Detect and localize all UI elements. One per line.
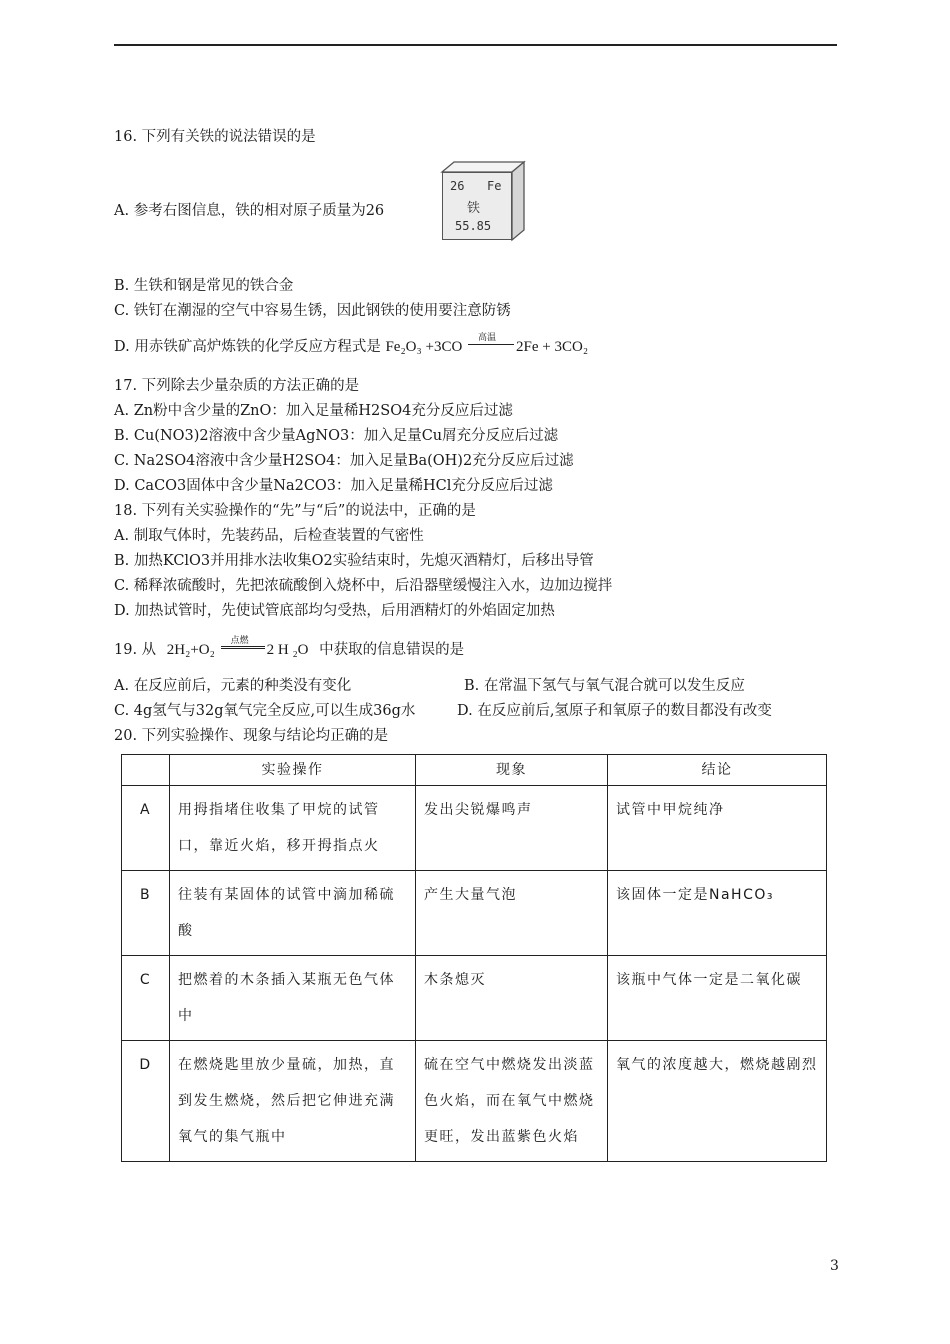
q19-stem-prefix: 19. 从: [114, 642, 157, 658]
q16-option-c: C. 铁钉在潮湿的空气中容易生锈，因此钢铁的使用要注意防锈: [114, 303, 511, 319]
row-label: A: [122, 786, 170, 871]
tile-atomic-mass: 55.85: [455, 219, 492, 233]
q19-stem-line: [114, 635, 465, 660]
q19-stem-suffix: 中获取的信息错误的是: [319, 642, 465, 658]
tile-element-name: 铁: [467, 201, 481, 216]
q18-option-a: A. 制取气体时，先装药品，后检查装置的气密性: [114, 528, 424, 544]
q18-stem: 18. 下列有关实验操作的“先”与“后”的说法中，正确的是: [114, 503, 476, 519]
q16-eq-left: Fe₂O₃ +3CO: [385, 339, 463, 355]
q18-option-d: D. 加热试管时，先使试管底部均匀受热，后用酒精灯的外焰固定加热: [114, 603, 555, 619]
q16-stem: 16. 下列有关铁的说法错误的是: [114, 129, 316, 145]
q17-option-c: C. Na2SO4溶液中含少量H2SO4：加入足量Ba(OH)2充分反应后过滤: [114, 453, 574, 469]
q19-equation: [166, 635, 309, 660]
tile-symbol: Fe: [487, 179, 502, 193]
row-operation: 用拇指堵住收集了甲烷的试管口，靠近火焰，移开拇指点火: [170, 786, 416, 871]
row-operation: 把燃着的木条插入某瓶无色气体中: [170, 956, 416, 1041]
q17-stem: 17. 下列除去少量杂质的方法正确的是: [114, 378, 360, 394]
q16-equation: [385, 332, 589, 357]
row-label: C: [122, 956, 170, 1041]
table-header-blank: [122, 755, 170, 786]
row-conclusion: 该瓶中气体一定是二氧化碳: [608, 956, 827, 1041]
q19-option-a: A. 在反应前后，元素的种类没有变化: [114, 678, 352, 694]
q19-option-c: C. 4g氢气与32g氧气完全反应,可以生成36g水: [114, 703, 416, 719]
header-rule: [114, 44, 837, 46]
table-header-operation: 实验操作: [170, 755, 416, 786]
row-operation: 在燃烧匙里放少量硫，加热，直到发生燃烧，然后把它伸进充满氧气的集气瓶中: [170, 1041, 416, 1162]
table-row: [122, 786, 827, 871]
table-row: [122, 871, 827, 956]
q20-stem: 20. 下列实验操作、现象与结论均正确的是: [114, 728, 389, 744]
table-header-phenomenon: 现象: [416, 755, 608, 786]
page-number: 3: [830, 1258, 839, 1274]
q19-eq-condition: 点燃: [230, 635, 249, 645]
q16-eq-right: 2Fe + 3CO₂: [516, 339, 589, 355]
tile-atomic-number: 26: [450, 179, 465, 193]
row-conclusion: 该固体一定是NaHCO₃: [608, 871, 827, 956]
q19-eq-right: 2 H ₂O: [266, 642, 309, 658]
q16-option-d: D. 用赤铁矿高炉炼铁的化学反应方程式是: [114, 339, 381, 355]
q17-option-d: D. CaCO3固体中含少量Na2CO3：加入足量稀HCl充分反应后过滤: [114, 478, 553, 494]
row-label: B: [122, 871, 170, 956]
q16-eq-condition: 高温: [478, 332, 497, 342]
table-row: [122, 956, 827, 1041]
q16-eq-arrow: [466, 332, 516, 351]
table-row: [122, 1041, 827, 1162]
experiment-table: [121, 754, 827, 1162]
row-phenomenon: 木条熄灭: [416, 956, 608, 1041]
row-phenomenon: 硫在空气中燃烧发出淡蓝色火焰，而在氧气中燃烧更旺，发出蓝紫色火焰: [416, 1041, 608, 1162]
q16-option-a: A. 参考右图信息，铁的相对原子质量为26: [114, 203, 385, 219]
q19-eq-left: 2H₂+O₂: [166, 642, 215, 658]
q16-option-d-line: [114, 332, 589, 357]
element-tile-image: [438, 160, 530, 244]
row-conclusion: 氧气的浓度越大，燃烧越剧烈: [608, 1041, 827, 1162]
table-header-conclusion: 结论: [608, 755, 827, 786]
q16-option-b: B. 生铁和钢是常见的铁合金: [114, 278, 294, 294]
row-conclusion: 试管中甲烷纯净: [608, 786, 827, 871]
q18-option-c: C. 稀释浓硫酸时，先把浓硫酸倒入烧杯中，后沿器壁缓慢注入水，边加边搅拌: [114, 578, 613, 594]
q17-option-a: A. Zn粉中含少量的ZnO：加入足量稀H2SO4充分反应后过滤: [114, 403, 513, 419]
q19-eq-arrow: [219, 635, 267, 654]
q19-option-d: D. 在反应前后,氢原子和氧原子的数目都没有改变: [457, 703, 772, 719]
row-label: D: [122, 1041, 170, 1162]
tile-front: [442, 172, 512, 240]
row-operation: 往装有某固体的试管中滴加稀硫酸: [170, 871, 416, 956]
row-phenomenon: 发出尖锐爆鸣声: [416, 786, 608, 871]
q19-option-b: B. 在常温下氢气与氧气混合就可以发生反应: [464, 678, 745, 694]
q17-option-b: B. Cu(NO3)2溶液中含少量AgNO3：加入足量Cu屑充分反应后过滤: [114, 428, 559, 444]
row-phenomenon: 产生大量气泡: [416, 871, 608, 956]
q18-option-b: B. 加热KClO3并用排水法收集O2实验结束时，先熄灭酒精灯，后移出导管: [114, 553, 594, 569]
table-header-row: [122, 755, 827, 786]
